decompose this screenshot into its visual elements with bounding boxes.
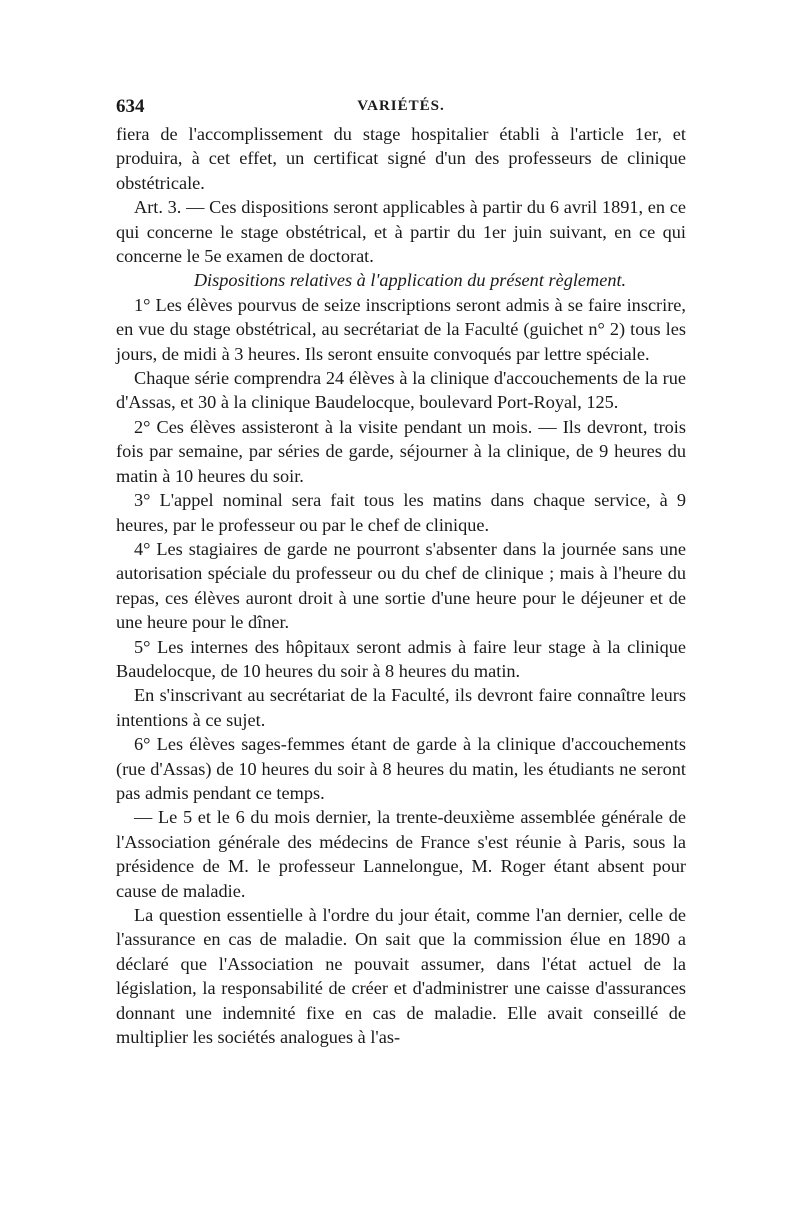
- running-head: [116, 96, 686, 122]
- paragraph-continuation: fiera de l'accomplissement du stage hospitalier établi à l'article 1er, et produira, à cet effet, un certificat signé d'un des professeurs de clinique obstétricale.: [116, 124, 686, 193]
- paragraph-inscription: En s'inscrivant au secrétariat de la Faculté, ils devront faire connaître leurs intentions à ce sujet.: [116, 685, 686, 730]
- paragraph-article-3: Art. 3. — Ces dispositions seront applicables à partir du 6 avril 1891, en ce qui concerne le stage obstétrical, et à partir du 1er juin suivant, en ce qui concerne le 5e examen de doctorat.: [116, 197, 686, 267]
- paragraph-item-4: 4° Les stagiaires de garde ne pourront s'absenter dans la journée sans une autorisation spéciale du professeur ou du chef de clinique ; mais à l'heure du repas, ces élèves auront droit à une sortie d'une heure pour le déjeuner et de une heure pour le dîner.: [116, 538, 686, 633]
- page-number: 634: [116, 96, 145, 117]
- subheading-dispositions: Dispositions relatives à l'application du présent règlement.: [193, 270, 627, 291]
- paragraph-item-5: 5° Les internes des hôpitaux seront admis à faire leur stage à la clinique Baudelocque, de 10 heures du soir à 8 heures du matin.: [116, 636, 686, 681]
- paragraph-assembly: — Le 5 et le 6 du mois dernier, la trente-deuxième assemblée générale de l'Association générale des médecins de France s'est réunie à Paris, sous la présidence de M. le professeur Lannelongue, M. Roger étant absent pour cause de maladie.: [116, 807, 686, 901]
- paragraph-insurance: La question essentielle à l'ordre du jour était, comme l'an dernier, celle de l'assurance en cas de maladie. On sait que la commission élue en 1890 a déclaré que l'Association ne pouvait assumer, dans l'état actuel de la législation, la responsabilité de créer et d'administrer une caisse d'assurances donnant une indemnité fixe en cas de maladie. Elle avait conseillé de multiplier les sociétés analogues à l'as-: [116, 905, 686, 1048]
- paragraph-item-3: 3° L'appel nominal sera fait tous les matins dans chaque service, à 9 heures, par le professeur ou par le chef de clinique.: [116, 490, 686, 535]
- paragraph-item-1: 1° Les élèves pourvus de seize inscriptions seront admis à se faire inscrire, en vue du stage obstétrical, au secrétariat de la Faculté (guichet n° 2) tous les jours, de midi à 3 heures. Ils seront ensuite convoqués par lettre spéciale.: [116, 294, 686, 364]
- body-text: [116, 122, 686, 1049]
- paragraph-item-6: 6° Les élèves sages-femmes étant de garde à la clinique d'accouchements (rue d'Assas) de 10 heures du soir à 8 heures du matin, les étudiants ne seront pas admis pendant ce temps.: [116, 734, 686, 803]
- section-title: VARIÉTÉS.: [357, 98, 445, 114]
- document-page: [116, 96, 686, 1049]
- paragraph-item-2: 2° Ces élèves assisteront à la visite pendant un mois. — Ils devront, trois fois par semaine, par séries de garde, séjourner à la clinique, de 9 heures du matin à 10 heures du soir.: [116, 416, 686, 486]
- paragraph-series: Chaque série comprendra 24 élèves à la clinique d'accouchements de la rue d'Assas, et 30 à la clinique Baudelocque, boulevard Port-Royal, 125.: [116, 368, 686, 413]
